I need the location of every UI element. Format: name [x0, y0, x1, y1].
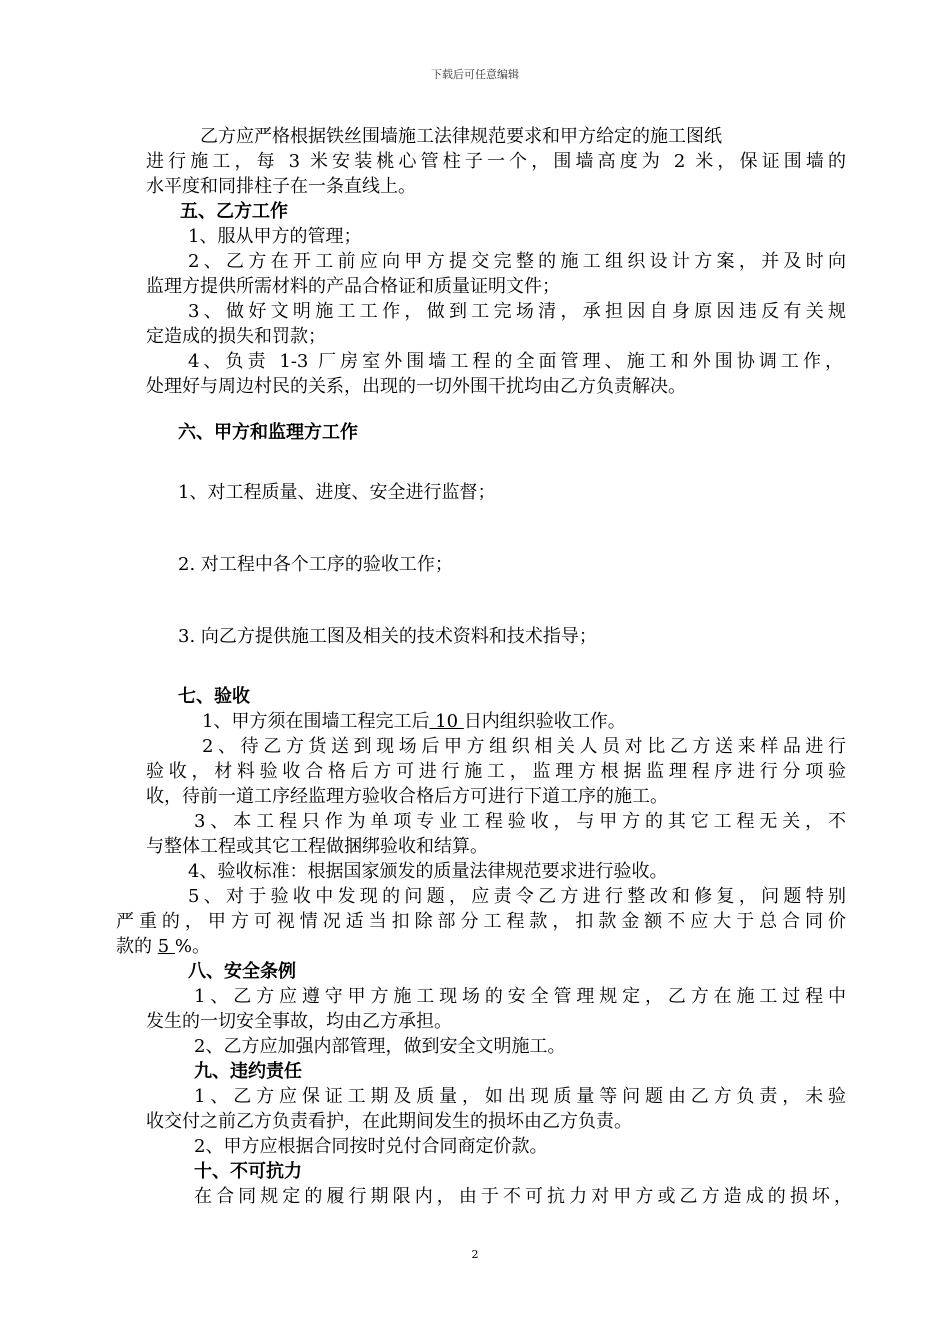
list-item: 1、乙方应保证工期及质量，如出现质量等问题由乙方负责，未验 [194, 1086, 846, 1107]
section-heading-8: 八、安全条例 [188, 961, 296, 982]
list-item [202, 711, 626, 733]
paragraph-line: 进行施工，每 3 米安装桃心管柱子一个，围墙高度为 2 米，保证围墙的 [146, 151, 846, 172]
list-item: 2、待乙方货送到现场后甲方组织相关人员对比乙方送来样品进行 [202, 736, 846, 757]
section-heading-9: 九、违约责任 [194, 1061, 302, 1082]
list-item: 与整体工程或其它工程做捆绑验收和结算。 [146, 836, 488, 857]
list-item: 发生的一切安全事故，均由乙方承担。 [146, 1011, 452, 1032]
text-span: 日内组织验收工作。 [463, 711, 626, 732]
list-item [116, 936, 210, 958]
list-item: 验收，材料验收合格后方可进行施工，监理方根据监理程序进行分项验 [146, 761, 846, 782]
acceptance-days-value: 10 [429, 711, 464, 732]
paragraph-line: 乙方应严格根据铁丝围墙施工法律规范要求和甲方给定的施工图纸 [200, 126, 722, 147]
list-item: 4、验收标准：根据国家颁发的质量法律规范要求进行验收。 [188, 861, 668, 882]
list-item: 2、甲方应根据合同按时兑付合同商定价款。 [194, 1136, 548, 1157]
text-span: 1、甲方须在围墙工程完工后 [202, 711, 430, 732]
paragraph-line: 水平度和同排柱子在一条直线上。 [146, 176, 416, 197]
list-item: 监理方提供所需材料的产品合格证和质量证明文件； [146, 276, 560, 297]
text-span: %。 [174, 936, 211, 957]
section-heading-5: 五、乙方工作 [180, 201, 288, 222]
page-header: 下载后可任意编辑 [431, 68, 519, 81]
page-number: 2 [471, 1248, 479, 1261]
list-item: 收，待前一道工序经监理方验收合格后方可进行下道工序的施工。 [146, 786, 668, 807]
text-span: 款的 [116, 936, 158, 957]
list-item: 3、本工程只作为单项专业工程验收，与甲方的其它工程无关，不 [194, 811, 846, 832]
list-item: 2、乙方在开工前应向甲方提交完整的施工组织设计方案，并及时向 [188, 251, 846, 272]
section-heading-7: 七、验收 [178, 686, 250, 707]
list-item: 3、做好文明施工工作，做到工完场清，承担因自身原因违反有关规 [188, 301, 846, 322]
section-heading-6: 六、甲方和监理方工作 [178, 422, 358, 443]
list-item: 3. 向乙方提供施工图及相关的技术资料和技术指导； [178, 626, 597, 647]
list-item: 定造成的损失和罚款； [146, 326, 326, 347]
list-item: 2、乙方应加强内部管理，做到安全文明施工。 [194, 1036, 566, 1057]
list-item: 4、负责 1-3 厂房室外围墙工程的全面管理、施工和外围协调工作， [188, 351, 843, 372]
list-item: 收交付之前乙方负责看护，在此期间发生的损坏由乙方负责。 [146, 1111, 632, 1132]
list-item: 1、服从甲方的管理； [188, 226, 362, 247]
list-item: 1、乙方应遵守甲方施工现场的安全管理规定，乙方在施工过程中 [194, 986, 846, 1007]
list-item: 在合同规定的履行期限内，由于不可抗力对甲方或乙方造成的损坏， [194, 1186, 852, 1207]
list-item: 2. 对工程中各个工序的验收工作； [178, 554, 453, 575]
list-item: 1、对工程质量、进度、安全进行监督； [178, 482, 496, 503]
list-item: 5、对于验收中发现的问题，应责令乙方进行整改和修复，问题特别 [188, 886, 846, 907]
list-item: 处理好与周边村民的关系，出现的一切外围干扰均由乙方负责解决。 [146, 376, 686, 397]
section-heading-10: 十、不可抗力 [194, 1161, 302, 1182]
deduction-percent-value: 5 [157, 936, 175, 957]
list-item: 严重的，甲方可视情况适当扣除部分工程款，扣款金额不应大于总合同价 [116, 911, 846, 932]
